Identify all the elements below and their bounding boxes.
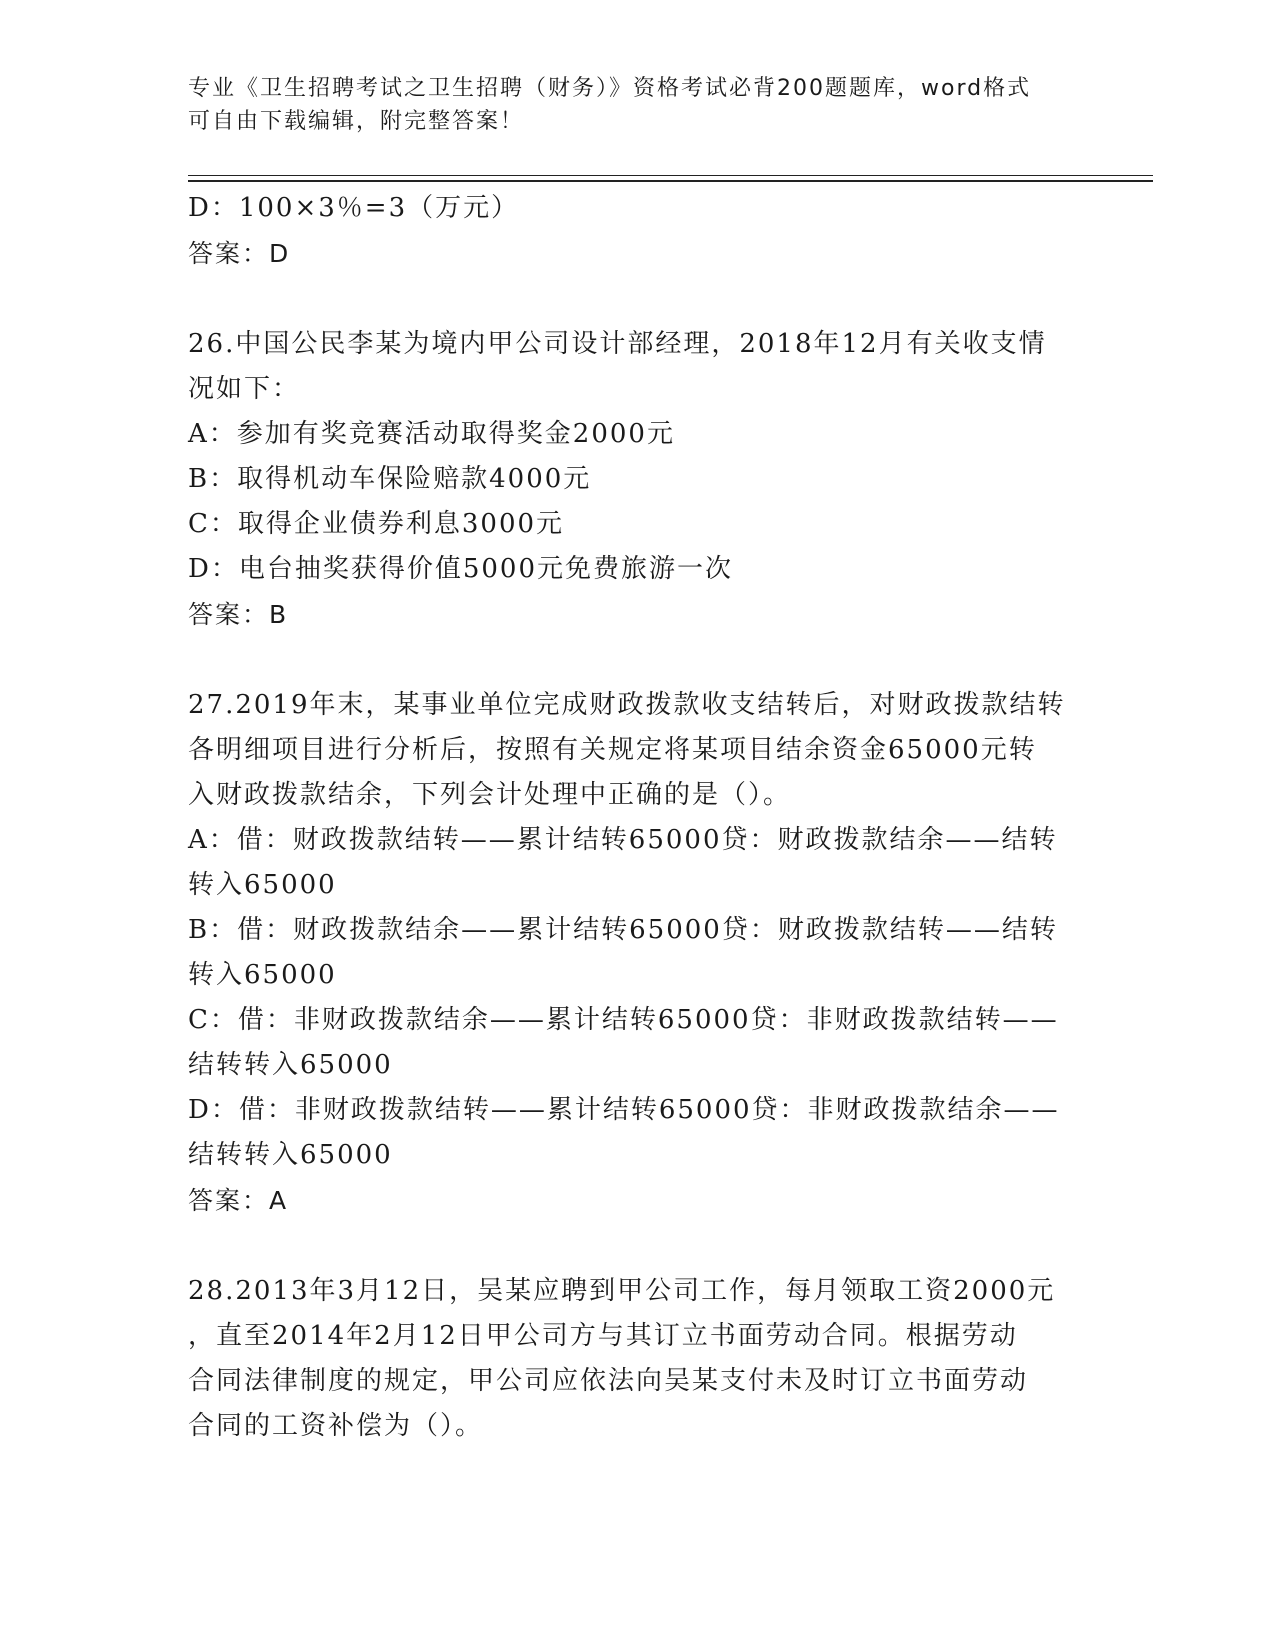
question-stem: 28.2013年3月12日，吴某应聘到甲公司工作，每月领取工资2000元 <box>188 1276 1056 1306</box>
option-a: 转入65000 <box>188 870 337 900</box>
question-stem: 合同法律制度的规定，甲公司应依法向吴某支付未及时订立书面劳动 <box>188 1366 1029 1396</box>
answer-line: 答案：D <box>188 239 291 268</box>
option-c: 结转转入65000 <box>188 1050 393 1080</box>
option-d: D：借：非财政拨款结转——累计结转65000贷：非财政拨款结余—— <box>188 1095 1060 1125</box>
header-title-line-2: 可自由下载编辑，附完整答案！ <box>188 109 525 134</box>
option-a: A：参加有奖竞赛活动取得奖金2000元 <box>188 419 675 449</box>
option-b: B：借：财政拨款结余——累计结转65000贷：财政拨款结转——结转 <box>188 915 1058 945</box>
question-27 <box>188 683 1088 1223</box>
question-stem: 26.中国公民李某为境内甲公司设计部经理，2018年12月有关收支情 <box>188 329 1047 359</box>
option-d: D：电台抽奖获得价值5000元免费旅游一次 <box>188 554 734 584</box>
option-d: 结转转入65000 <box>188 1140 393 1170</box>
spacer <box>188 1223 1088 1269</box>
option-d: D：100×3％=3（万元） <box>188 193 520 223</box>
answer-line: 答案：B <box>188 600 289 629</box>
question-stem: 各明细项目进行分析后，按照有关规定将某项目结余资金65000元转 <box>188 735 1037 765</box>
option-a: A：借：财政拨款结转——累计结转65000贷：财政拨款结余——结转 <box>188 825 1058 855</box>
header-title-line-1: 专业《卫生招聘考试之卫生招聘（财务）》资格考试必背200题题库，word格式 <box>188 76 1032 101</box>
header-divider-thin <box>188 175 1153 176</box>
option-c: C：借：非财政拨款结余——累计结转65000贷：非财政拨款结转—— <box>188 1005 1059 1035</box>
question-stem: ，直至2014年2月12日甲公司方与其订立书面劳动合同。根据劳动 <box>188 1321 1018 1351</box>
option-b: 转入65000 <box>188 960 337 990</box>
page-header <box>188 72 1068 138</box>
spacer <box>188 276 1088 322</box>
option-b: B：取得机动车保险赔款4000元 <box>188 464 592 494</box>
question-28 <box>188 1269 1088 1449</box>
document-body <box>188 186 1088 1449</box>
header-divider-thick <box>188 180 1153 182</box>
question-stem: 入财政拨款结余，下列会计处理中正确的是（）。 <box>188 780 792 810</box>
option-c: C：取得企业债券利息3000元 <box>188 509 565 539</box>
question-26 <box>188 322 1088 637</box>
question-stem: 27.2019年末，某事业单位完成财政拨款收支结转后，对财政拨款结转 <box>188 690 1066 720</box>
question-stem: 况如下： <box>188 374 301 404</box>
answer-line: 答案：A <box>188 1186 289 1215</box>
spacer <box>188 637 1088 683</box>
question-stem: 合同的工资补偿为（）。 <box>188 1411 484 1441</box>
question-25-tail <box>188 186 1088 276</box>
